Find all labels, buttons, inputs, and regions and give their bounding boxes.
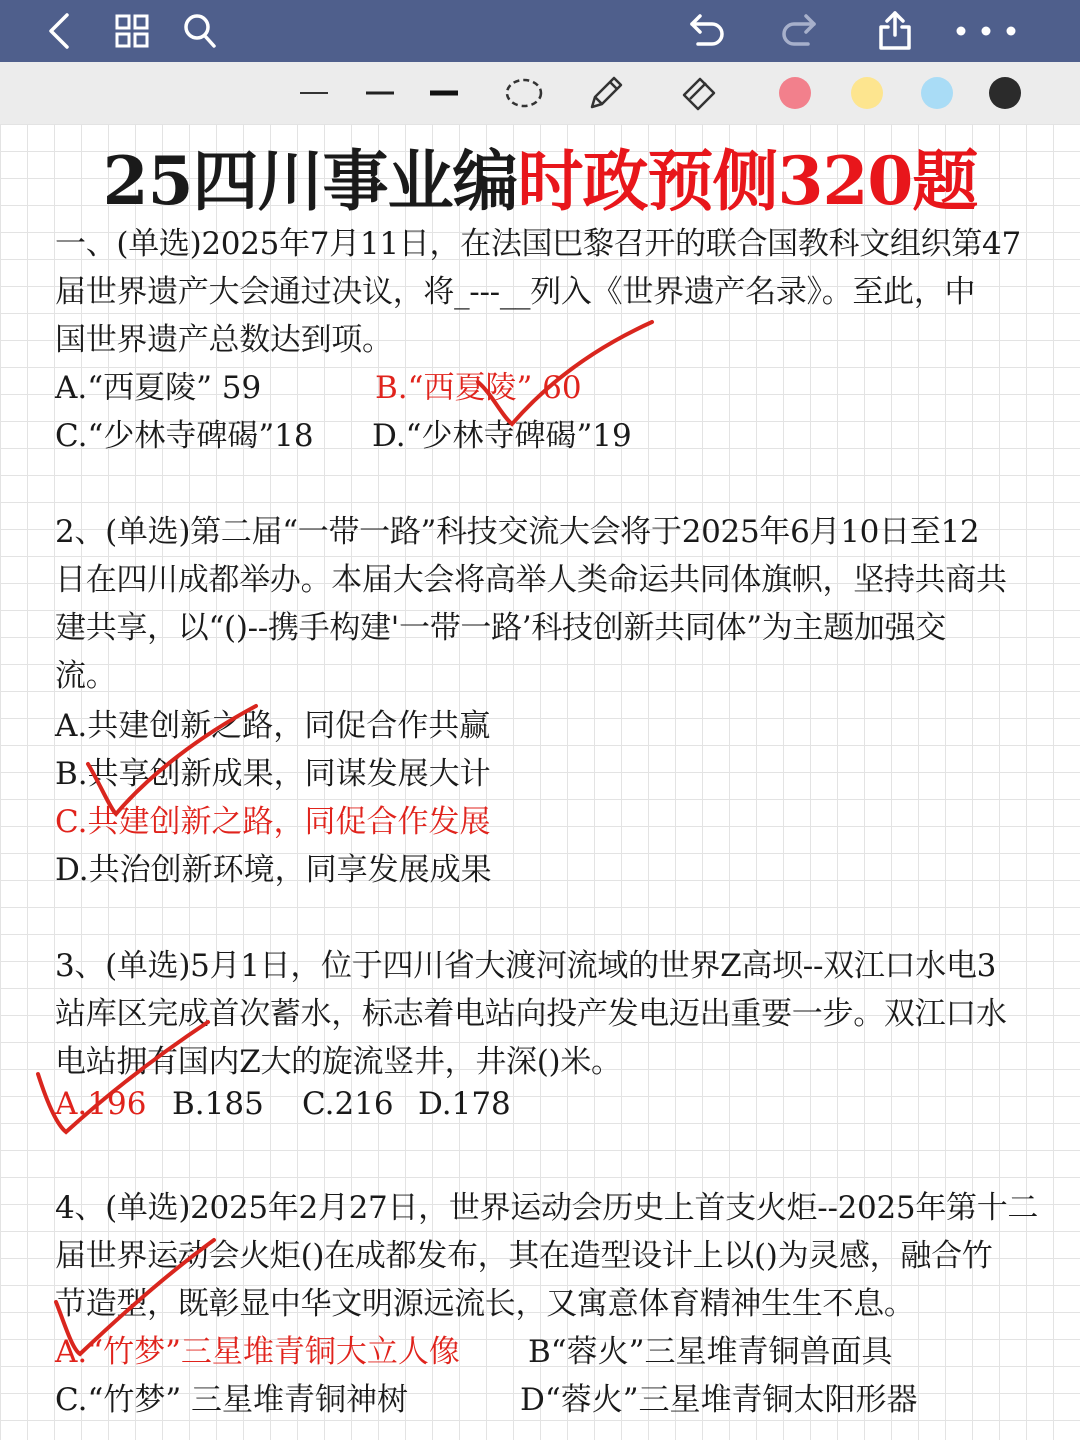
q4-option-a: A.“竹梦”三星堆青铜大立人像 <box>55 1334 460 1370</box>
q3-option-d: D.178 <box>418 1086 511 1122</box>
q3-option-c: C.216 <box>302 1086 394 1122</box>
q3-line-2: 站库区完成首次蓄水，标志着电站向投产发电迈出重要一步。双江口水 <box>55 996 1007 1032</box>
note-page[interactable] <box>0 124 1080 1440</box>
q3-line-1: 3、(单选)5月1日，位于四川省大渡河流域的世界Z高坝--双江口水电3 <box>55 948 997 984</box>
q1-option-b: B.“西夏陵” 60 <box>375 370 582 406</box>
undo-icon[interactable] <box>682 0 732 62</box>
q2-line-1: 2、(单选)第二届“一带一路”科技交流大会将于2025年6月10日至12 <box>55 514 980 550</box>
eraser-icon[interactable] <box>678 62 722 124</box>
more-icon[interactable] <box>948 0 1024 62</box>
pencil-icon[interactable] <box>584 62 628 124</box>
q3-option-b: B.185 <box>172 1086 264 1122</box>
search-icon[interactable] <box>176 0 224 62</box>
share-icon[interactable] <box>870 0 920 62</box>
q2-line-3: 建共享，以“()--携手构建'一带一路’科技创新共同体”为主题加强交 <box>55 610 947 646</box>
title-red: 时政预侧320题 <box>517 142 978 220</box>
q2-option-c: C.共建创新之路，同促合作发展 <box>55 804 491 840</box>
page-title <box>0 128 1080 223</box>
thin-line-icon[interactable] <box>296 62 332 124</box>
q4-line-2: 届世界运动会火炬()在成都发布，其在造型设计上以()为灵感，融合竹 <box>55 1238 993 1274</box>
color-swatch-black[interactable] <box>988 62 1022 124</box>
pen-toolbar <box>0 62 1080 124</box>
top-nav-bar <box>0 0 1080 62</box>
lasso-icon[interactable] <box>502 62 546 124</box>
q2-option-b: B.共享创新成果，同谋发展大计 <box>55 756 491 792</box>
q1-line-1: 一、(单选)2025年7月11日，在法国巴黎召开的联合国教科文组织第47 <box>55 226 1021 262</box>
q4-option-b: B“蓉火”三星堆青铜兽面具 <box>528 1334 893 1370</box>
title-black: 25四川事业编 <box>102 142 518 220</box>
q2-option-d: D.共治创新环境，同享发展成果 <box>55 852 492 888</box>
q1-line-3: 国世界遗产总数达到项。 <box>55 322 393 358</box>
q3-option-a: A.196 <box>55 1086 147 1122</box>
q1-option-d: D.“少林寺碑碣”19 <box>372 418 632 454</box>
q1-option-c: C.“少林寺碑碣”18 <box>55 418 314 454</box>
q1-line-2: 届世界遗产大会通过决议，将_---__列入《世界遗产名录》。至此，中 <box>55 274 976 310</box>
redo-icon[interactable] <box>774 0 824 62</box>
color-swatch-yellow[interactable] <box>850 62 884 124</box>
q3-line-3: 电站拥有国内Z大的旋流竖井，井深()米。 <box>55 1044 622 1080</box>
thick-line-icon[interactable] <box>426 62 462 124</box>
q4-option-d: D“蓉火”三星堆青铜太阳形器 <box>520 1382 918 1418</box>
q4-line-1: 4、(单选)2025年2月27日，世界运动会历史上首支火炬--2025年第十二 <box>55 1190 1039 1226</box>
grid-icon[interactable] <box>108 0 156 62</box>
q4-option-c: C.“竹梦” 三星堆青铜神树 <box>55 1382 409 1418</box>
back-icon[interactable] <box>34 0 82 62</box>
q2-option-a: A.共建创新之路，同促合作共赢 <box>55 708 491 744</box>
color-swatch-blue[interactable] <box>920 62 954 124</box>
color-swatch-pink[interactable] <box>778 62 812 124</box>
q2-line-4: 流。 <box>55 658 117 694</box>
q2-line-2: 日在四川成都举办。本届大会将高举人类命运共同体旗帜，坚持共商共 <box>55 562 1007 598</box>
medium-line-icon[interactable] <box>362 62 398 124</box>
q1-option-a: A.“西夏陵” 59 <box>55 370 262 406</box>
q4-line-3: 节造型，既彰显中华文明源远流长，又寓意体育精神生生不息。 <box>55 1286 915 1322</box>
